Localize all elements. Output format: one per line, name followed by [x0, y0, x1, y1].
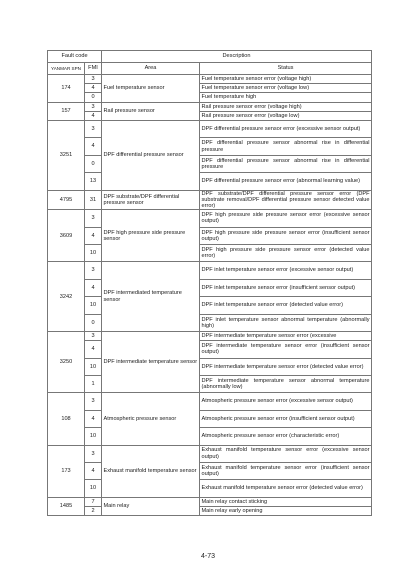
- spn-cell: 174: [48, 75, 85, 103]
- spn-cell: 173: [48, 445, 85, 497]
- fmi-cell: 4: [85, 279, 102, 296]
- fault-code-header: Fault code: [48, 51, 102, 63]
- status-cell: Exhaust manifold temperature sensor error (detected value error): [200, 480, 372, 497]
- fmi-cell: 10: [85, 480, 102, 497]
- spn-cell: 4795: [48, 190, 85, 210]
- fmi-cell: 4: [85, 138, 102, 155]
- fault-code-body: [48, 75, 372, 516]
- table-row: [48, 358, 372, 375]
- status-cell: DPF substrate/DPF differential pressure sensor error (DPF substrate removal/DPF differential pressure sensor detected value error): [201, 190, 370, 209]
- area-cell: Exhaust manifold temperature sensor: [102, 445, 200, 497]
- table-row: [48, 93, 372, 102]
- fmi-cell: 4: [85, 84, 102, 93]
- fmi-cell: 3: [85, 120, 102, 137]
- area-cell: Main relay: [102, 497, 200, 515]
- status-cell: Fuel temperature sensor error (voltage low): [200, 84, 372, 93]
- area-cell: DPF differential pressure sensor: [102, 120, 200, 190]
- fmi-cell: 1: [85, 375, 102, 392]
- table-row: [48, 375, 372, 392]
- fmi-cell: 3: [85, 75, 102, 84]
- table-row: [48, 297, 372, 314]
- table-row: [48, 279, 372, 296]
- table-row: [48, 331, 372, 340]
- spn-cell: 3250: [48, 331, 85, 392]
- area-cell: DPF intermediated temperature sensor: [102, 262, 200, 332]
- area-cell: Fuel temperature sensor: [102, 75, 200, 103]
- status-cell: DPF intermediate temperature sensor error (excessive: [200, 331, 372, 340]
- table-row: [48, 428, 372, 445]
- area-cell: Rail pressure sensor: [102, 102, 200, 120]
- status-cell: DPF differential pressure sensor error (abnormal learning value): [200, 173, 372, 190]
- table-row: [48, 102, 372, 111]
- fmi-cell: 4: [85, 341, 102, 358]
- table-row: [48, 393, 372, 410]
- area-cell: DPF intermediate temperature sensor: [102, 331, 200, 392]
- table-row: [48, 155, 372, 172]
- status-cell: Fuel temperature high: [200, 93, 372, 102]
- fmi-cell: 0: [85, 155, 102, 172]
- status-cell: Atmospheric pressure sensor error (excessive sensor output): [200, 393, 372, 410]
- fmi-cell: 3: [85, 331, 102, 340]
- spn-cell: 108: [48, 393, 85, 445]
- table-row: [48, 120, 372, 137]
- status-cell: DPF high pressure side pressure sensor error (excessive sensor output): [200, 210, 372, 227]
- fmi-cell: 7: [85, 497, 102, 506]
- area-cell: DPF substrate/DPF differential pressure sensor: [102, 190, 200, 210]
- status-cell: Fuel temperature sensor error (voltage high): [200, 75, 372, 84]
- status-cell: DPF intermediate temperature sensor abnormal temperature (abnormally low): [200, 375, 372, 392]
- fmi-cell: 3: [85, 210, 102, 227]
- area-cell: Atmospheric pressure sensor: [102, 393, 200, 445]
- spn-cell: 3242: [48, 262, 85, 332]
- status-cell: Atmospheric pressure sensor error (insufficient sensor output): [200, 410, 372, 427]
- status-cell: Rail pressure sensor error (voltage low): [200, 111, 372, 120]
- spn-cell: 1485: [48, 497, 85, 515]
- fmi-cell: 10: [85, 358, 102, 375]
- table-row: [48, 84, 372, 93]
- status-cell: DPF differential pressure sensor abnormal rise in differential pressure: [200, 155, 372, 172]
- table-row: [48, 410, 372, 427]
- status-cell: DPF inlet temperature sensor abnormal temperature (abnormally high): [200, 314, 372, 331]
- table-row: [48, 480, 372, 497]
- table-row: [48, 497, 372, 506]
- status-cell: DPF inlet temperature sensor error (detected value error): [200, 297, 372, 314]
- status-cell: DPF differential pressure sensor error (excessive sensor output): [200, 120, 372, 137]
- table-row: [48, 227, 372, 244]
- area-header: Area: [102, 63, 200, 75]
- fmi-cell: 3: [85, 102, 102, 111]
- fmi-cell: 13: [85, 173, 102, 190]
- fmi-cell: 3: [85, 445, 102, 462]
- table-row: [48, 75, 372, 84]
- table-row: [48, 462, 372, 479]
- table-row: [48, 173, 372, 190]
- fault-code-table: [47, 50, 372, 516]
- status-cell: DPF high pressure side pressure sensor error (detected value error): [200, 245, 372, 262]
- fmi-cell: 10: [85, 428, 102, 445]
- status-cell: DPF high pressure side pressure sensor error (insufficient sensor output): [200, 227, 372, 244]
- fmi-cell: 3: [85, 393, 102, 410]
- page-number: 4-73: [200, 553, 215, 560]
- description-header: Description: [102, 51, 372, 63]
- status-cell: Exhaust manifold temperature sensor error (excessive sensor output): [200, 445, 372, 462]
- status-cell: Main relay early opening: [200, 506, 372, 515]
- fmi-cell: 3: [85, 262, 102, 279]
- status-cell: DPF differential pressure sensor abnormal rise in differential pressure: [200, 138, 372, 155]
- fmi-cell: 0: [85, 314, 102, 331]
- table-row: [48, 138, 372, 155]
- fmi-cell: 0: [85, 93, 102, 102]
- status-cell: Rail pressure sensor error (voltage high): [200, 102, 372, 111]
- table-row: [48, 445, 372, 462]
- status-cell: DPF intermediate temperature sensor error (detected value error): [200, 358, 372, 375]
- status-cell: Atmospheric pressure sensor error (characteristic error): [200, 428, 372, 445]
- table-row: [48, 262, 372, 279]
- spn-cell: 3251: [48, 120, 85, 190]
- fmi-cell: 2: [85, 506, 102, 515]
- yanmar-spn-header: YANMAR SPN: [48, 63, 85, 75]
- spn-cell: 157: [48, 102, 85, 120]
- status-cell: Main relay contact sticking: [200, 497, 372, 506]
- fmi-cell: 4: [85, 227, 102, 244]
- area-cell: DPF high pressure side pressure sensor: [102, 210, 200, 262]
- table-row: [48, 111, 372, 120]
- fmi-header: FMI: [85, 63, 102, 75]
- table-row: [48, 341, 372, 358]
- table-row: [48, 190, 372, 210]
- status-cell: DPF inlet temperature sensor error (excessive sensor output): [200, 262, 372, 279]
- status-cell: Exhaust manifold temperature sensor error (insufficient sensor output): [200, 462, 372, 479]
- table-row: [48, 506, 372, 515]
- table-row: [48, 210, 372, 227]
- fmi-cell: 10: [85, 245, 102, 262]
- status-cell: DPF inlet temperature sensor error (insufficient sensor output): [200, 279, 372, 296]
- table-row: [48, 314, 372, 331]
- table-row: [48, 245, 372, 262]
- fmi-cell: 31: [85, 190, 102, 210]
- spn-cell: 3609: [48, 210, 85, 262]
- fmi-cell: 10: [85, 297, 102, 314]
- fmi-cell: 4: [85, 111, 102, 120]
- fmi-cell: 4: [85, 410, 102, 427]
- status-header: Status: [200, 63, 372, 75]
- status-cell: DPF intermediate temperature sensor error (insufficient sensor output): [200, 341, 372, 358]
- fmi-cell: 4: [85, 462, 102, 479]
